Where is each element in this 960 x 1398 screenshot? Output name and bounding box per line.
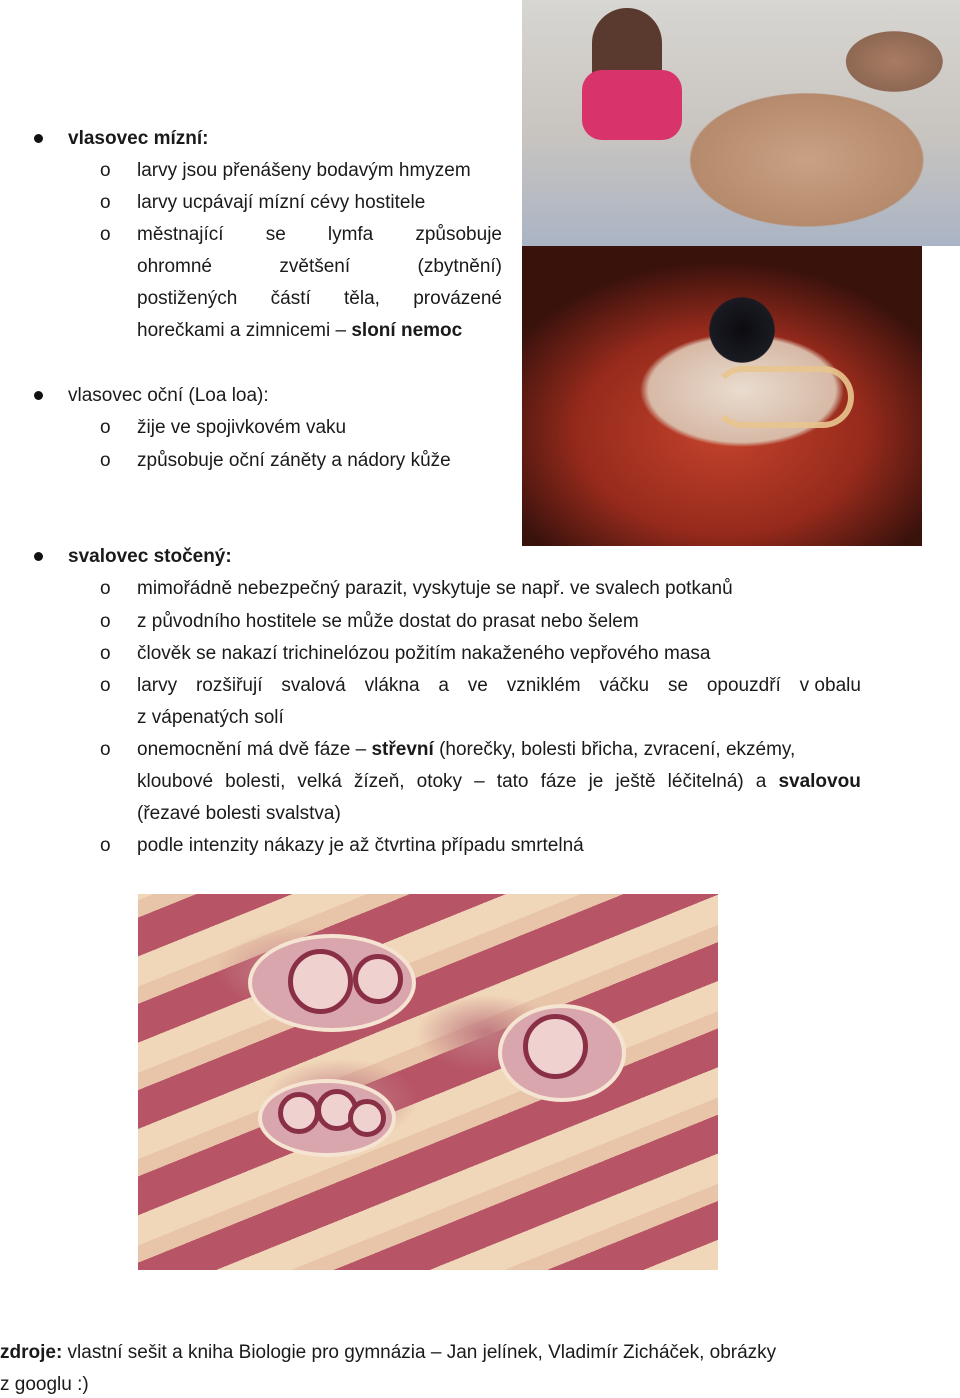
list-bullet: o — [100, 739, 111, 760]
list-item: z původního hostitele se může dostat do prasat nebo šelem — [137, 611, 639, 632]
list-item-line: horečkami a zimnicemi – sloní nemoc — [137, 320, 463, 341]
person-shirt — [582, 70, 682, 140]
list-item: mimořádně nebezpečný parazit, vyskytuje se např. ve svalech potkanů — [137, 578, 733, 599]
section-bullet — [34, 134, 43, 143]
list-item: člověk se nakazí trichinelózou požitím nakaženého vepřového masa — [137, 643, 711, 664]
list-bullet: o — [100, 192, 111, 213]
sources-line-2: z googlu :) — [0, 1374, 89, 1395]
list-item: podle intenzity nákazy je až čtvrtina případu smrtelná — [137, 835, 584, 856]
list-item-line: (řezavé bolesti svalstva) — [137, 803, 341, 824]
list-item-line: z vápenatých solí — [137, 707, 284, 728]
elephantiasis-photo — [522, 0, 960, 246]
section-heading: vlasovec oční (Loa loa): — [68, 385, 269, 406]
list-bullet: o — [100, 643, 111, 664]
larva-coil — [353, 954, 403, 1004]
list-item-line: ohromné zvětšení (zbytnění) — [137, 256, 502, 277]
section-bullet — [34, 552, 43, 561]
eye-worm-photo — [522, 246, 922, 546]
list-item-line: městnající se lymfa způsobuje — [137, 224, 502, 245]
list-bullet: o — [100, 835, 111, 856]
list-item: žije ve spojivkovém vaku — [137, 417, 347, 438]
list-bullet: o — [100, 417, 111, 438]
larva-coil — [278, 1092, 320, 1134]
larva-coil — [288, 949, 353, 1014]
section-heading: svalovec stočený: — [68, 546, 232, 567]
sources-line: zdroje: vlastní sešit a kniha Biologie pro gymnázia – Jan jelínek, Vladimír Zicháček, obrázky — [0, 1342, 777, 1363]
list-item: způsobuje oční záněty a nádory kůže — [137, 450, 451, 471]
list-bullet: o — [100, 578, 111, 599]
section-bullet — [34, 391, 43, 400]
list-bullet: o — [100, 675, 111, 696]
list-bullet: o — [100, 450, 111, 471]
list-item: larvy jsou přenášeny bodavým hmyzem — [137, 160, 471, 181]
larva-coil — [348, 1099, 386, 1137]
list-item-line: kloubové bolesti, velká žízeň, otoky – tato fáze je ještě léčitelná) a svalovou — [137, 771, 861, 792]
worm-in-eye — [712, 366, 854, 428]
list-item-line: larvy rozšiřují svalová vlákna a ve vzniklém váčku se opouzdří v obalu — [137, 675, 861, 696]
list-bullet: o — [100, 224, 111, 245]
list-bullet: o — [100, 611, 111, 632]
trichinella-tissue-photo — [138, 894, 718, 1270]
list-item: larvy ucpávají mízní cévy hostitele — [137, 192, 426, 213]
list-bullet: o — [100, 160, 111, 181]
larva-coil — [523, 1014, 588, 1079]
list-item-line: postižených částí těla, provázené — [137, 288, 502, 309]
section-heading: vlasovec mízní: — [68, 128, 209, 149]
list-item-line: onemocnění má dvě fáze – střevní (horečky, bolesti břicha, zvracení, ekzémy, — [137, 739, 796, 760]
